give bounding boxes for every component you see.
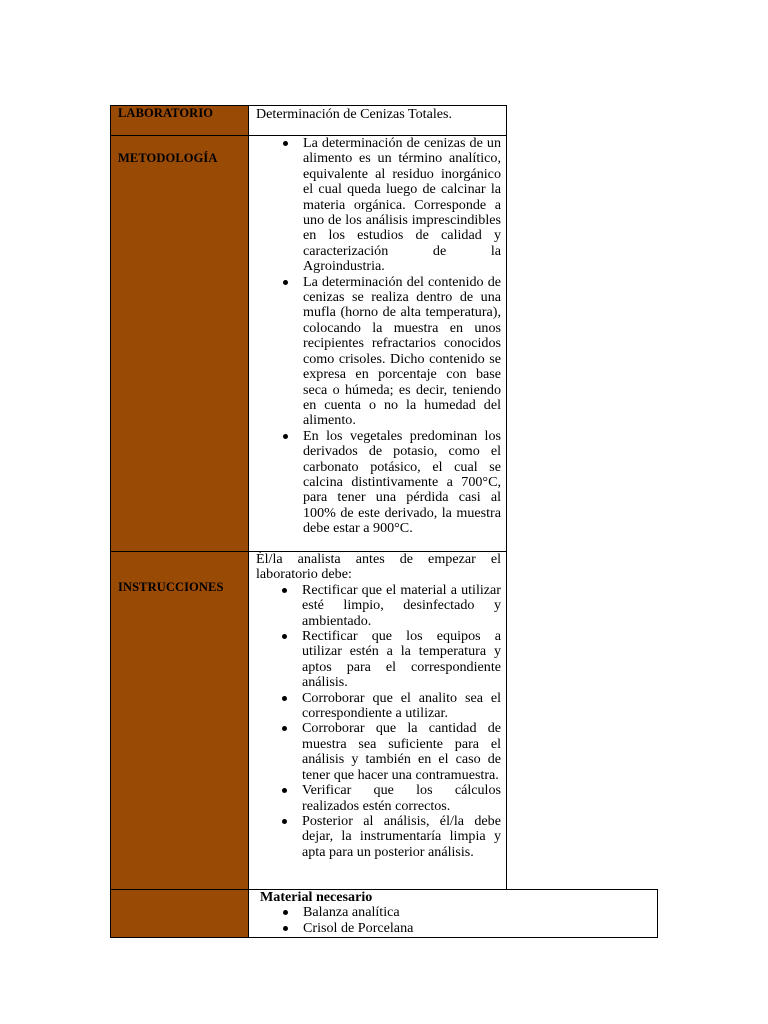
instrucciones-text-wrap: [256, 552, 501, 860]
list-item: La determinación de cenizas de un alimento es un término analítico, equivalente al residuo inorgánico el cual queda luego de calcinar la materia orgánica. Corresponde a uno de los análisis imprescindibles en los estudios de calidad y caracterización de la Agroindustria.: [257, 136, 501, 275]
list-item: La determinación del contenido de cenizas se realiza dentro de una mufla (horno de alta temperatura), colocando la muestra en unos recipientes refractarios conocidos como crisoles. Dicho contenido se expresa en porcentaje con base seca o húmeda; es decir, teniendo en cuenta o no la humedad del alimento.: [257, 275, 501, 429]
metodologia-label: METODOLOGÍA: [118, 151, 218, 165]
list-item: Corroborar que la cantidad de muestra sea suficiente para el análisis y también en el caso de tener que hacer una contramuestra.: [256, 721, 501, 783]
metodologia-list-wrap: [257, 136, 501, 537]
material-content-cell: [248, 889, 658, 938]
laboratorio-value: Determinación de Cenizas Totales.: [256, 106, 452, 122]
instrucciones-intro: Él/la analista antes de empezar el laboratorio debe:: [256, 551, 501, 583]
metodologia-content-cell: [248, 135, 507, 552]
material-title: Material necesario: [260, 889, 373, 905]
laboratorio-label: LABORATORIO: [118, 106, 214, 120]
list-item: En los vegetales predominan los derivados de potasio, como el carbonato potásico, el cual se calcina distintivamente a 700°C, para tener una pérdida casi al 100% de este derivado, la muestra debe estar a 900°C.: [257, 429, 501, 537]
metodologia-list: [257, 136, 501, 537]
list-item: Balanza analítica: [257, 905, 637, 920]
laboratorio-value-cell: [248, 105, 507, 136]
list-item: Corroborar que el analito sea el correspondiente a utilizar.: [256, 691, 501, 722]
material-wrap: [257, 890, 637, 936]
instrucciones-content-cell: [248, 551, 507, 890]
list-item: Verificar que los cálculos realizados estén correctos.: [256, 783, 501, 814]
laboratorio-label-cell: [110, 105, 249, 136]
instrucciones-label: INSTRUCCIONES: [118, 580, 224, 594]
metodologia-label-cell: [110, 135, 249, 552]
material-list: [257, 905, 637, 936]
instrucciones-label-cell: [110, 551, 249, 890]
list-item: Crisol de Porcelana: [257, 921, 637, 936]
list-item: Rectificar que los equipos a utilizar estén a la temperatura y aptos para el correspondiente análisis.: [256, 629, 501, 691]
material-label-cell: [110, 889, 249, 938]
list-item: Posterior al análisis, él/la debe dejar, la instrumentaría limpia y apta para un posterior análisis.: [256, 814, 501, 860]
instrucciones-list: [256, 583, 501, 860]
list-item: Rectificar que el material a utilizar esté limpio, desinfectado y ambientado.: [256, 583, 501, 629]
